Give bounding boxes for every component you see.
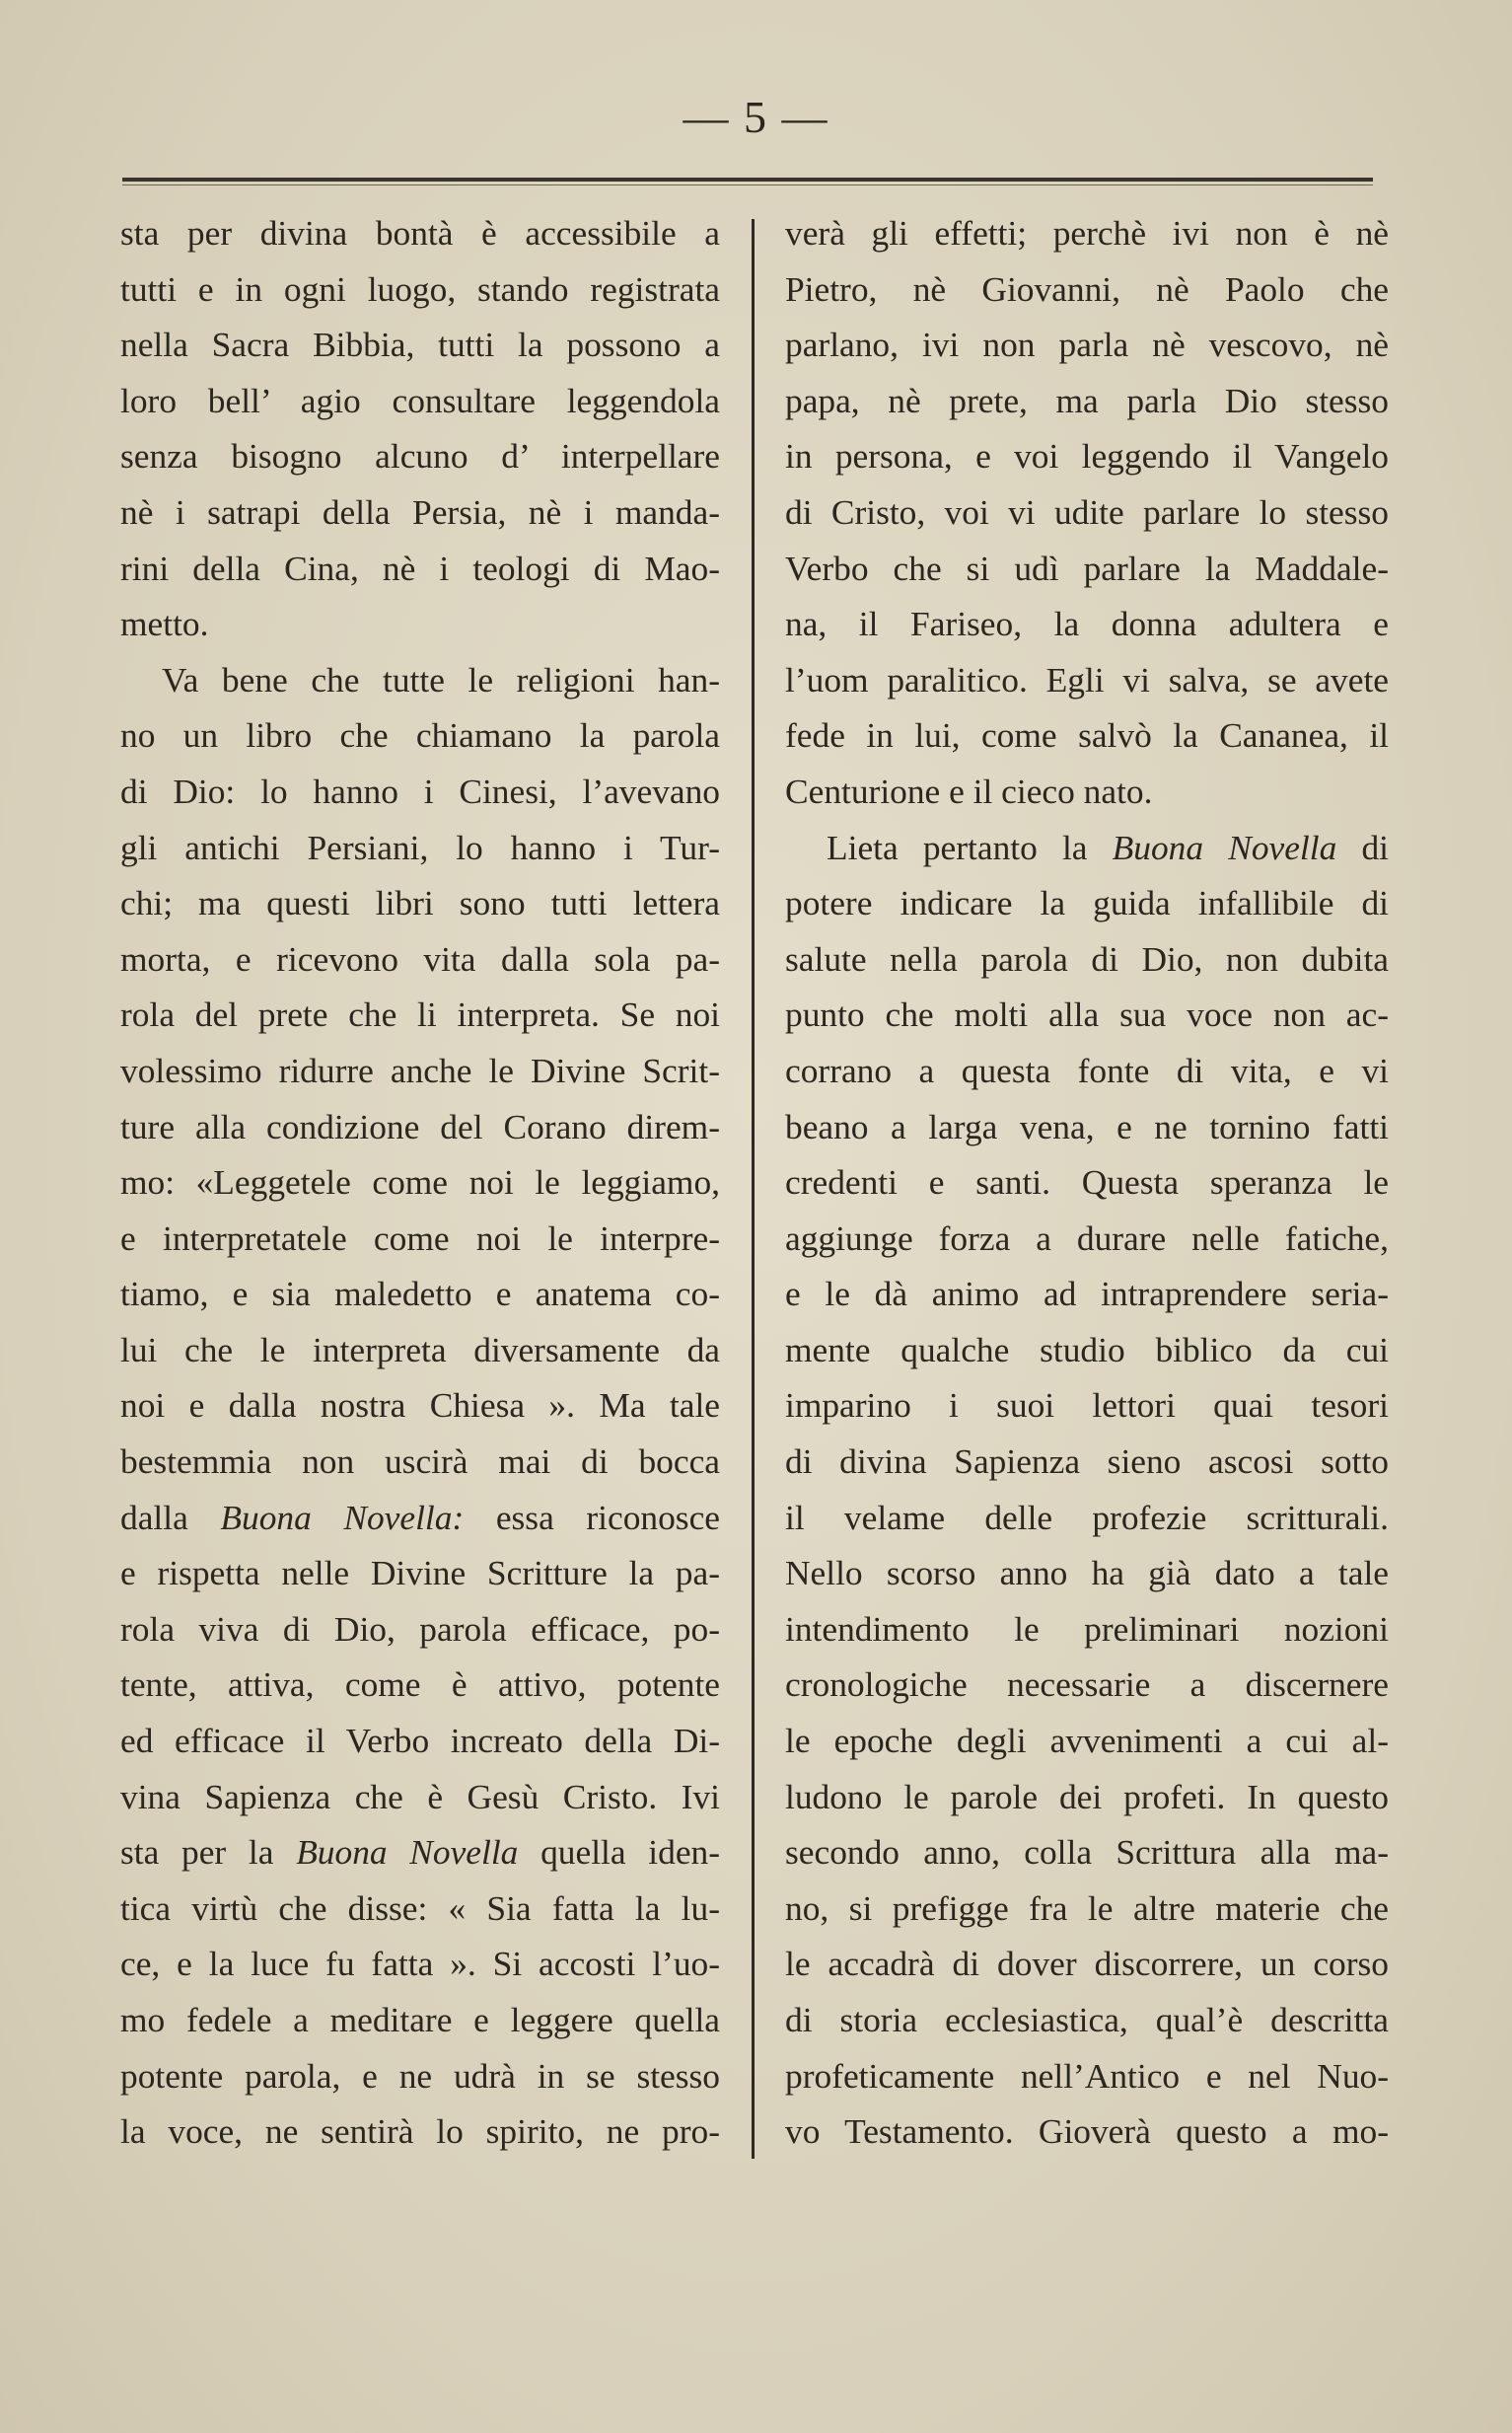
text-line <box>785 820 1389 876</box>
text-line: volessimo ridurre anche le Divine Scrit- <box>120 1050 720 1090</box>
text-line: sta per divina bontà è accessibile a <box>120 213 720 253</box>
text-line: aggiunge forza a durare nelle fatiche, <box>785 1217 1389 1258</box>
text-line: di Cristo, voi vi udite parlare lo stesso <box>785 491 1389 532</box>
text-line: rini della Cina, nè i teologi di Mao- <box>120 548 720 588</box>
text-line: bestemmia non uscirà mai di bocca <box>120 1441 720 1482</box>
text-line: mo fedele a meditare e leggere quella <box>120 2000 720 2039</box>
text-line: l’uom paralitico. Egli vi salva, se avete <box>785 659 1389 700</box>
text-line: rola viva di Dio, parola efficace, po- <box>120 1608 720 1649</box>
text-line: secondo anno, colla Scrittura alla ma- <box>785 1832 1389 1873</box>
text-fragment: Lieta pertanto la <box>827 827 1113 867</box>
text-fragment: quella iden- <box>518 1832 720 1873</box>
italic-title: Buona Novella <box>296 1832 519 1873</box>
text-line: senza bisogno alcuno d’ interpellare <box>120 436 720 477</box>
text-line: Va bene che tutte le religioni han- <box>162 659 720 700</box>
text-line: chi; ma questi libri sono tutti lettera <box>120 883 720 923</box>
text-line: noi e dalla nostra Chiesa ». Ma tale <box>120 1385 720 1426</box>
text-line: di storia ecclesiastica, qual’è descritta <box>785 2000 1389 2039</box>
text-line: salute nella parola di Dio, non dubita <box>785 938 1389 979</box>
text-line: ludono le parole dei profeti. In questo <box>785 1776 1389 1816</box>
text-line: e rispetta nelle Divine Scritture la pa- <box>120 1553 720 1593</box>
text-line: mente qualche studio biblico da cui <box>785 1329 1389 1369</box>
text-line: no un libro che chiamano la parola <box>120 715 720 756</box>
text-line: punto che molti alla sua voce non ac- <box>785 995 1389 1035</box>
right-column <box>785 205 1389 2169</box>
column-divider <box>752 219 755 2159</box>
text-line: loro bell’ agio consultare leggendola <box>120 380 720 420</box>
text-line: mo: «Leggetele come noi le leggiamo, <box>120 1162 720 1203</box>
text-line: di divina Sapienza sieno ascosi sotto <box>785 1441 1389 1482</box>
text-line: intendimento le preliminari nozioni <box>785 1608 1389 1649</box>
text-line: tiamo, e sia maledetto e anatema co- <box>120 1274 720 1314</box>
text-line: vo Testamento. Gioverà questo a mo- <box>785 2111 1389 2152</box>
text-line: le epoche degli avvenimenti a cui al- <box>785 1721 1389 1761</box>
text-line: papa, nè prete, ma parla Dio stesso <box>785 380 1389 420</box>
left-column <box>120 205 720 2169</box>
text-line <box>120 1824 720 1880</box>
text-line: corrano a questa fonte di vita, e vi <box>785 1050 1389 1090</box>
page-number: — 5 — <box>683 92 829 142</box>
text-line: potente parola, e ne udrà in se stesso <box>120 2055 720 2096</box>
text-line: lui che le interpreta diversamente da <box>120 1329 720 1369</box>
text-fragment: sta per la <box>120 1832 297 1873</box>
text-line: tutti e in ogni luogo, stando registrata <box>120 268 720 309</box>
text-line: ture alla condizione del Corano direm- <box>120 1106 720 1146</box>
text-line: parlano, ivi non parla nè vescovo, nè <box>785 325 1389 365</box>
text-line: gli antichi Persiani, lo hanno i Tur- <box>120 827 720 867</box>
text-line: cronologiche necessarie a discernere <box>785 1664 1389 1705</box>
text-line: di Dio: lo hanno i Cinesi, l’avevano <box>120 771 720 811</box>
text-line: ed efficace il Verbo increato della Di- <box>120 1721 720 1761</box>
text-line: in persona, e voi leggendo il Vangelo <box>785 436 1389 477</box>
text-fragment: essa riconosce <box>464 1497 720 1537</box>
text-line: metto. <box>120 604 209 644</box>
text-line: beano a larga vena, e ne tornino fatti <box>785 1106 1389 1146</box>
text-line: tente, attiva, come è attivo, potente <box>120 1664 720 1705</box>
text-fragment: dalla <box>120 1497 221 1537</box>
text-line: na, il Fariseo, la donna adultera e <box>785 604 1389 644</box>
text-line: le accadrà di dover discorrere, un corso <box>785 1944 1389 1984</box>
text-line: tica virtù che disse: « Sia fatta la lu- <box>120 1887 720 1928</box>
text-line: Verbo che si udì parlare la Maddale- <box>785 548 1389 588</box>
text-line: ce, e la luce fu fatta ». Si accosti l’uo- <box>120 1944 720 1984</box>
text-line: no, si prefigge fra le altre materie che <box>785 1887 1389 1928</box>
text-line <box>120 1490 720 1546</box>
text-line: e interpretatele come noi le interpre- <box>120 1217 720 1258</box>
text-line: nè i satrapi della Persia, nè i manda- <box>120 491 720 532</box>
text-fragment: di <box>1336 827 1389 867</box>
text-line: la voce, ne sentirà lo spirito, ne pro- <box>120 2111 720 2152</box>
text-line: fede in lui, come salvò la Cananea, il <box>785 715 1389 756</box>
text-line: imparino i suoi lettori quai tesori <box>785 1385 1389 1426</box>
text-line: Nello scorso anno ha già dato a tale <box>785 1553 1389 1593</box>
text-line: vina Sapienza che è Gesù Cristo. Ivi <box>120 1776 720 1816</box>
text-line: il velame delle profezie scritturali. <box>785 1497 1389 1537</box>
text-line: profeticamente nell’Antico e nel Nuo- <box>785 2055 1389 2096</box>
text-line: verà gli effetti; perchè ivi non è nè <box>785 213 1389 253</box>
text-line: credenti e santi. Questa speranza le <box>785 1162 1389 1203</box>
italic-title: Buona Novella: <box>220 1497 465 1537</box>
text-line: nella Sacra Bibbia, tutti la possono a <box>120 325 720 365</box>
text-line: potere indicare la guida infallibile di <box>785 883 1389 923</box>
header-rule <box>122 178 1373 182</box>
text-line: Centurione e il cieco nato. <box>785 771 1153 811</box>
text-line: Pietro, nè Giovanni, nè Paolo che <box>785 268 1389 309</box>
text-line: morta, e ricevono vita dalla sola pa- <box>120 938 720 979</box>
text-line: e le dà animo ad intraprendere seria- <box>785 1274 1389 1314</box>
italic-title: Buona Novella <box>1112 827 1337 867</box>
text-line: rola del prete che li interpreta. Se noi <box>120 995 720 1035</box>
